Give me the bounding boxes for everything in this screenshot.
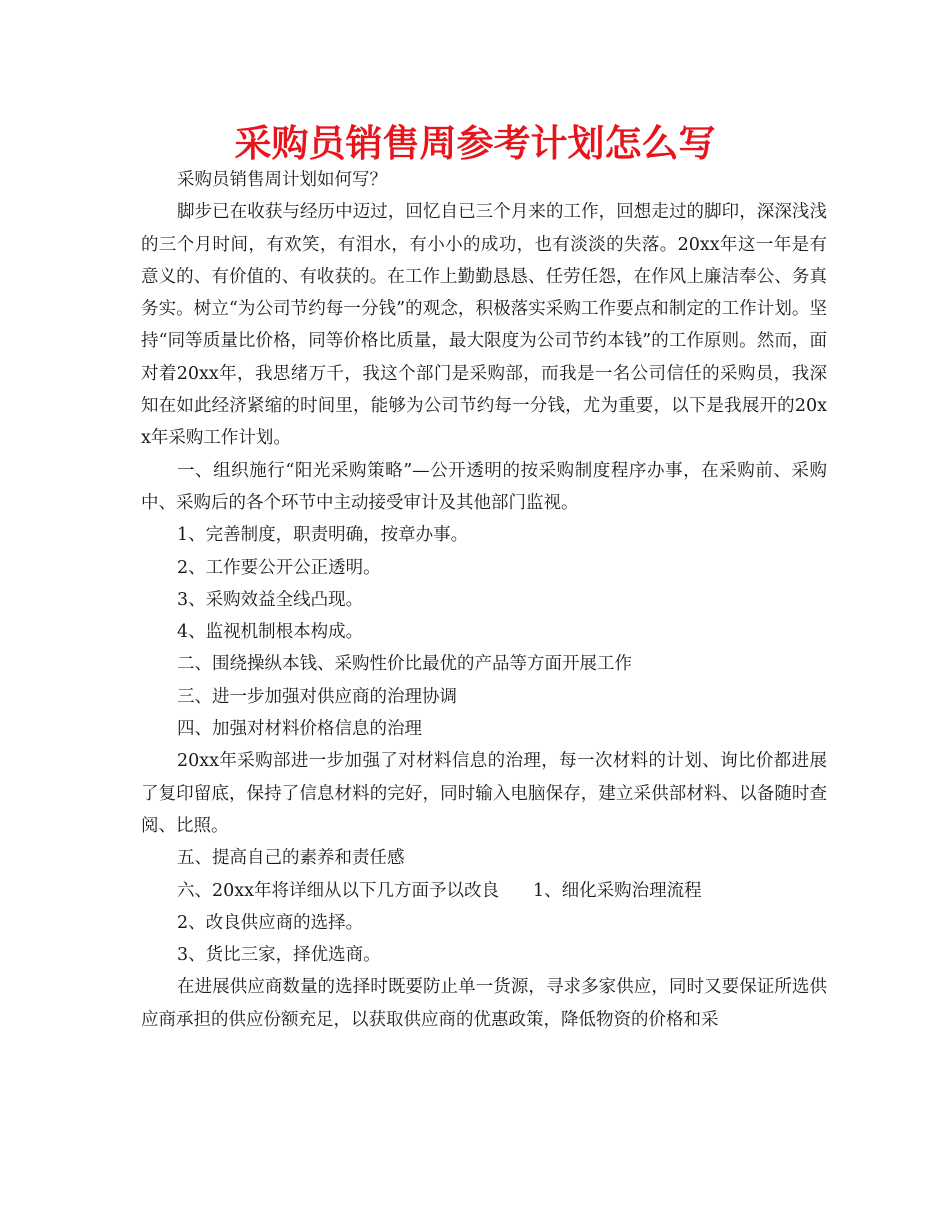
paragraph-intro-question: 采购员销售周计划如何写？ xyxy=(177,170,387,190)
document-body xyxy=(141,164,827,1036)
list-item-six-3: 3、货比三家，择优选商。 xyxy=(177,945,381,966)
list-item-1: 1、完善制度，职责明确，按章办事。 xyxy=(177,525,469,546)
list-item-2: 2、工作要公开公正透明。 xyxy=(177,557,381,578)
paragraph-section-one: 一、组织施行“阳光采购策略”—公开透明的按采购制度程序办事，在采购前、采购中、采购后的各个环节中主动接受审计及其他部门监视。 xyxy=(141,460,827,513)
paragraph-section-six xyxy=(141,875,827,907)
paragraph-material-info: 20xx年采购部进一步加强了对材料信息的治理，每一次材料的计划、询比价都进展了复印留底，保持了信息材料的完好，同时输入电脑保存，建立采供部材料、以备随时查阅、比照。 xyxy=(141,751,827,836)
list-item-six-2: 2、改良供应商的选择。 xyxy=(177,912,364,933)
document-title: 采购员销售周参考计划怎么写 xyxy=(234,122,716,165)
paragraph-section-four: 四、加强对材料价格信息的治理 xyxy=(177,719,422,740)
list-item-4: 4、监视机制根本构成。 xyxy=(177,622,364,643)
paragraph-supplier-selection: 在进展供应商数量的选择时既要防止单一货源，寻求多家供应，同时又要保证所选供应商承担的供应份额充足，以获取供应商的优惠政策，降低物资的价格和采 xyxy=(141,977,827,1030)
list-item-3: 3、采购效益全线凸现。 xyxy=(177,589,364,610)
paragraph-summary: 脚步已在收获与经历中迈过，回忆自已三个月来的工作，回想走过的脚印，深深浅浅的三个月时间，有欢笑，有泪水，有小小的成功，也有淡淡的失落。20xx年这一年是有意义的、有价值的、有收获的。在工作上勤勤恳恳、任劳任怨，在作风上廉洁奉公、务真务实。树立“为公司节约每一分钱”的观念，积极落实采购工作要点和制定的工作计划。坚持“同等质量比价格，同等价格比质量，最大限度为公司节约本钱”的工作原则。然而，面对着20xx年，我思绪万千，我这个部门是采购部，而我是一名公司信任的采购员，我深知在如此经济紧缩的时间里，能够为公司节约每一分钱，尤为重要，以下是我展开的20xx年采购工作计划。 xyxy=(141,202,827,449)
paragraph-section-three: 三、进一步加强对供应商的治理协调 xyxy=(177,686,457,707)
paragraph-section-five: 五、提高自己的素养和责任感 xyxy=(177,848,405,869)
section-six-item-1: 1、细化采购治理流程 xyxy=(533,880,702,901)
section-six-heading: 六、20xx年将详细从以下几方面予以改良 xyxy=(177,880,500,901)
paragraph-section-two: 二、围绕操纵本钱、采购性价比最优的产品等方面开展工作 xyxy=(177,654,632,675)
